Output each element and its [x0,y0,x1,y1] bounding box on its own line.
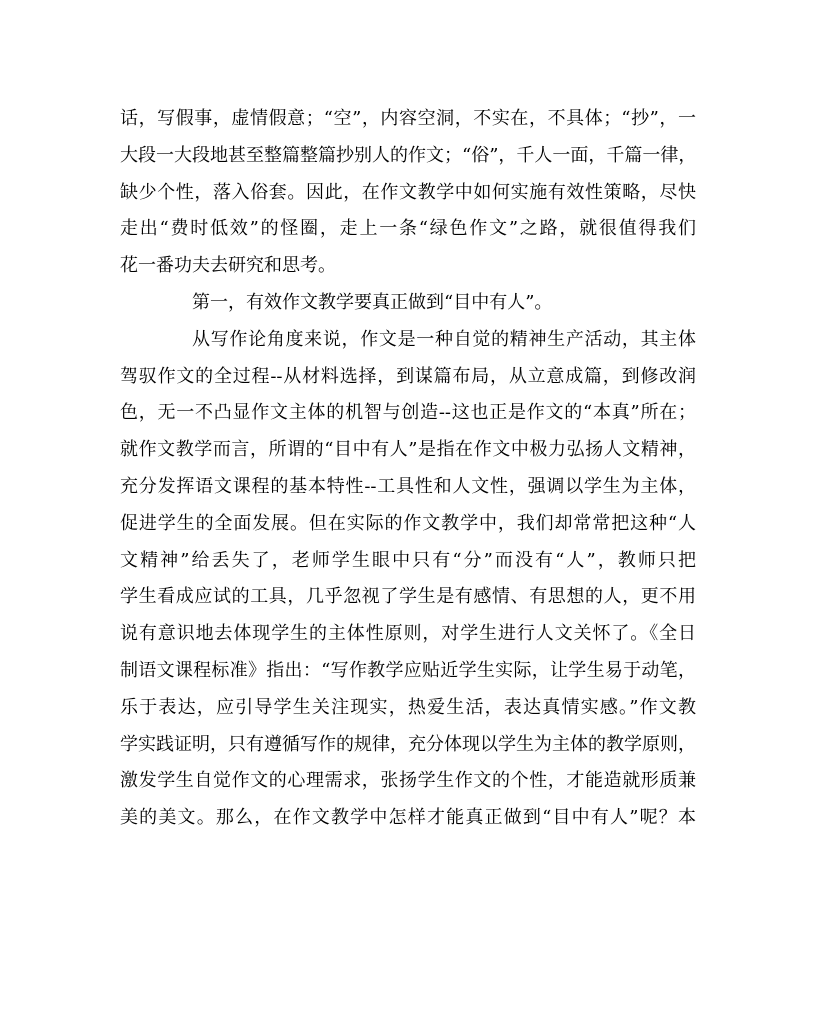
text-line: 缺少个性，落入俗套。因此，在作文教学中如何实施有效性策略，尽快 [120,181,696,203]
text-line: 花一番功夫去研究和思考。 [120,255,336,277]
text-line: 促进学生的全面发展。但在实际的作文教学中，我们却常常把这种“人 [120,512,696,534]
text-line: 学实践证明，只有遵循写作的规律，充分体现以学生为主体的教学原则， [120,733,696,755]
text-line: 学生看成应试的工具，几乎忽视了学生是有感情、有思想的人，更不用 [120,586,696,608]
text-line: 说有意识地去体现学生的主体性原则，对学生进行人文关怀了。《全日 [120,623,696,645]
body-text [120,101,696,837]
text-line: 就作文教学而言，所谓的“目中有人”是指在作文中极力弘扬人文精神， [120,439,696,461]
section-heading: 第一，有效作文教学要真正做到“目中有人”。 [192,291,553,313]
text-line: 从写作论角度来说，作文是一种自觉的精神生产活动，其主体 [192,328,696,350]
text-line: 色，无一不凸显作文主体的机智与创造--这也正是作文的“本真”所在； [120,402,696,424]
text-line: 乐于表达，应引导学生关注现实，热爱生活，表达真情实感。”作文教 [120,696,696,718]
text-line: 充分发挥语文课程的基本特性--工具性和人文性，强调以学生为主体， [120,475,696,497]
text-line: 制语文课程标准》指出：“写作教学应贴近学生实际，让学生易于动笔， [120,659,696,681]
text-line: 走出“费时低效”的怪圈，走上一条“绿色作文”之路，就很值得我们 [120,218,696,240]
text-line: 美的美文。那么，在作文教学中怎样才能真正做到“目中有人”呢？本 [120,807,696,829]
text-line: 激发学生自觉作文的心理需求，张扬学生作文的个性，才能造就形质兼 [120,770,696,792]
text-line: 大段一大段地甚至整篇整篇抄别人的作文；“俗”，千人一面，千篇一律， [120,144,696,166]
text-line: 驾驭作文的全过程--从材料选择，到谋篇布局，从立意成篇，到修改润 [120,365,696,387]
text-line: 文精神”给丢失了，老师学生眼中只有“分”而没有“人”，教师只把 [120,549,696,571]
text-line: 话，写假事，虚情假意；“空”，内容空洞，不实在，不具体；“抄”，一 [120,108,696,129]
